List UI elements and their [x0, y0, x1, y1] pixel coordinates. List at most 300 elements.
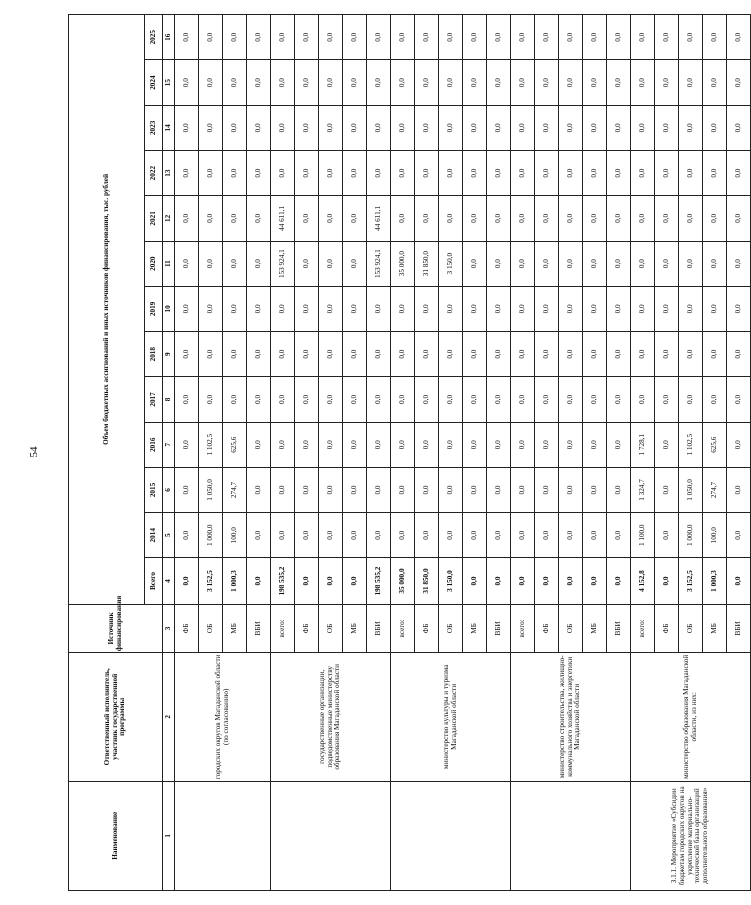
value-year: 0,0 [583, 467, 607, 512]
funding-source: ВБИ [727, 604, 751, 652]
header-year: 2017 [145, 377, 163, 422]
value-year: 0,0 [535, 15, 559, 60]
value-year: 0,0 [607, 60, 631, 105]
value-year: 0,0 [727, 422, 751, 467]
value-year: 0,0 [247, 422, 271, 467]
value-year: 0,0 [703, 60, 727, 105]
header-year: 2019 [145, 286, 163, 331]
value-year: 0,0 [583, 377, 607, 422]
value-year: 0,0 [223, 15, 247, 60]
value-year: 0,0 [271, 467, 295, 512]
value-year: 0,0 [319, 422, 343, 467]
funding-source: ВБИ [607, 604, 631, 652]
value-year: 0,0 [271, 150, 295, 195]
value-year: 0,0 [223, 196, 247, 241]
value-year: 0,0 [511, 15, 535, 60]
value-year: 0,0 [295, 15, 319, 60]
value-year: 0,0 [319, 286, 343, 331]
funding-source: ФБ [655, 604, 679, 652]
value-year: 0,0 [199, 377, 223, 422]
value-year: 0,0 [367, 422, 391, 467]
value-year: 0,0 [511, 513, 535, 558]
value-year: 0,0 [415, 150, 439, 195]
value-year: 0,0 [607, 422, 631, 467]
value-year: 0,0 [655, 332, 679, 377]
value-year: 0,0 [295, 196, 319, 241]
value-year: 0,0 [655, 286, 679, 331]
value-year: 0,0 [511, 105, 535, 150]
value-year: 0,0 [583, 241, 607, 286]
funding-source: всего: [391, 604, 415, 652]
value-total: 198 535,2 [367, 558, 391, 604]
value-year: 0,0 [199, 286, 223, 331]
value-year: 0,0 [631, 241, 655, 286]
value-year: 0,0 [175, 467, 199, 512]
value-year: 1 728,1 [631, 422, 655, 467]
column-index: 9 [163, 332, 175, 377]
responsible-executor: министерство культуры и туризма Магаданской области [391, 653, 511, 781]
table-row [175, 15, 199, 891]
value-year: 0,0 [463, 467, 487, 512]
value-year: 0,0 [655, 513, 679, 558]
value-year: 0,0 [271, 15, 295, 60]
value-year: 0,0 [487, 286, 511, 331]
value-year: 0,0 [295, 467, 319, 512]
value-year: 0,0 [655, 150, 679, 195]
value-year: 0,0 [391, 105, 415, 150]
header-year: Всего [145, 558, 163, 604]
value-year: 0,0 [199, 105, 223, 150]
value-year: 0,0 [511, 196, 535, 241]
value-year: 0,0 [559, 241, 583, 286]
value-year: 0,0 [415, 60, 439, 105]
funding-source: МБ [343, 604, 367, 652]
value-year: 0,0 [223, 286, 247, 331]
value-year: 0,0 [679, 15, 703, 60]
value-year: 0,0 [175, 332, 199, 377]
value-year: 0,0 [631, 377, 655, 422]
value-year: 0,0 [535, 196, 559, 241]
value-year: 0,0 [391, 332, 415, 377]
measure-name [175, 781, 271, 890]
value-year: 0,0 [535, 377, 559, 422]
value-year: 31 850,0 [415, 241, 439, 286]
value-year: 0,0 [343, 15, 367, 60]
value-year: 0,0 [415, 467, 439, 512]
value-total: 1 000,3 [703, 558, 727, 604]
value-year: 1 102,5 [679, 422, 703, 467]
column-index: 7 [163, 422, 175, 467]
value-year: 0,0 [703, 150, 727, 195]
value-year: 0,0 [415, 377, 439, 422]
value-year: 0,0 [679, 332, 703, 377]
value-year: 153 924,1 [367, 241, 391, 286]
value-year: 0,0 [727, 105, 751, 150]
value-year: 0,0 [271, 332, 295, 377]
value-year: 0,0 [727, 15, 751, 60]
value-year: 0,0 [727, 332, 751, 377]
column-index: 11 [163, 241, 175, 286]
value-year: 0,0 [535, 150, 559, 195]
value-year: 0,0 [583, 332, 607, 377]
header-year: 2014 [145, 513, 163, 558]
value-year: 0,0 [487, 196, 511, 241]
value-year: 0,0 [439, 513, 463, 558]
value-year: 0,0 [559, 150, 583, 195]
value-year: 0,0 [175, 241, 199, 286]
responsible-executor: городских округов Магаданской области (по согласованию) [175, 653, 271, 781]
value-total: 0,0 [655, 558, 679, 604]
value-year: 0,0 [727, 60, 751, 105]
value-year: 0,0 [295, 150, 319, 195]
value-year: 0,0 [559, 105, 583, 150]
value-year: 1 100,0 [631, 513, 655, 558]
value-year: 100,0 [703, 513, 727, 558]
value-year: 0,0 [439, 105, 463, 150]
value-year: 0,0 [655, 196, 679, 241]
value-year: 0,0 [247, 150, 271, 195]
value-year: 0,0 [559, 422, 583, 467]
value-year: 0,0 [655, 422, 679, 467]
value-year: 0,0 [175, 422, 199, 467]
value-total: 0,0 [487, 558, 511, 604]
value-total: 0,0 [295, 558, 319, 604]
value-year: 0,0 [439, 150, 463, 195]
value-year: 0,0 [247, 377, 271, 422]
value-total: 0,0 [319, 558, 343, 604]
funding-source: ОБ [319, 604, 343, 652]
value-year: 0,0 [319, 241, 343, 286]
funding-source: ФБ [175, 604, 199, 652]
value-year: 274,7 [223, 467, 247, 512]
value-year: 0,0 [583, 196, 607, 241]
column-index: 5 [163, 513, 175, 558]
column-index: 12 [163, 196, 175, 241]
value-year: 0,0 [223, 105, 247, 150]
value-year: 0,0 [607, 15, 631, 60]
value-year: 0,0 [175, 513, 199, 558]
table-row [271, 15, 295, 891]
value-year: 0,0 [511, 422, 535, 467]
value-year: 0,0 [727, 286, 751, 331]
value-year: 0,0 [343, 60, 367, 105]
value-year: 0,0 [319, 513, 343, 558]
value-year: 0,0 [391, 377, 415, 422]
value-total: 31 850,0 [415, 558, 439, 604]
value-year: 0,0 [463, 241, 487, 286]
table-row [511, 15, 535, 891]
value-year: 3 150,0 [439, 241, 463, 286]
value-year: 0,0 [487, 241, 511, 286]
value-year: 0,0 [463, 15, 487, 60]
value-year: 0,0 [367, 15, 391, 60]
value-year: 1 050,0 [679, 467, 703, 512]
value-year: 0,0 [631, 196, 655, 241]
value-year: 100,0 [223, 513, 247, 558]
value-year: 0,0 [343, 467, 367, 512]
value-year: 0,0 [535, 286, 559, 331]
value-year: 0,0 [655, 15, 679, 60]
measure-name [271, 781, 391, 890]
table-row [631, 15, 655, 891]
value-total: 3 152,5 [199, 558, 223, 604]
value-year: 0,0 [223, 241, 247, 286]
value-year: 0,0 [271, 377, 295, 422]
responsible-executor: министерство образования Магаданской области, из них: [631, 653, 751, 781]
value-year: 0,0 [583, 286, 607, 331]
value-year: 0,0 [319, 105, 343, 150]
value-year: 0,0 [511, 467, 535, 512]
page-number: 54 [28, 446, 40, 458]
value-year: 0,0 [679, 150, 703, 195]
value-year: 0,0 [631, 60, 655, 105]
value-year: 1 324,7 [631, 467, 655, 512]
value-year: 0,0 [703, 105, 727, 150]
value-year: 0,0 [487, 513, 511, 558]
funding-source: ОБ [559, 604, 583, 652]
column-index: 2 [163, 653, 175, 781]
value-year: 0,0 [583, 15, 607, 60]
value-year: 0,0 [295, 286, 319, 331]
value-year: 0,0 [367, 513, 391, 558]
value-year: 0,0 [343, 332, 367, 377]
value-year: 0,0 [415, 196, 439, 241]
column-index: 4 [163, 558, 175, 604]
value-year: 0,0 [367, 105, 391, 150]
value-year: 0,0 [343, 513, 367, 558]
funding-source: всего: [511, 604, 535, 652]
value-year: 0,0 [367, 60, 391, 105]
value-year: 0,0 [367, 377, 391, 422]
funding-source: МБ [463, 604, 487, 652]
value-year: 0,0 [319, 150, 343, 195]
value-year: 0,0 [703, 377, 727, 422]
value-year: 0,0 [391, 150, 415, 195]
value-year: 0,0 [487, 332, 511, 377]
value-year: 0,0 [487, 467, 511, 512]
value-year: 0,0 [199, 150, 223, 195]
header-year: 2022 [145, 150, 163, 195]
value-year: 0,0 [343, 377, 367, 422]
value-total: 35 000,0 [391, 558, 415, 604]
budget-table [68, 14, 751, 891]
value-year: 0,0 [439, 377, 463, 422]
value-year: 0,0 [319, 60, 343, 105]
value-year: 0,0 [463, 105, 487, 150]
value-year: 0,0 [559, 15, 583, 60]
value-year: 0,0 [679, 377, 703, 422]
funding-source: ОБ [439, 604, 463, 652]
funding-source: МБ [703, 604, 727, 652]
value-year: 1 000,0 [199, 513, 223, 558]
value-year: 0,0 [535, 513, 559, 558]
table-body [175, 15, 751, 891]
value-year: 1 000,0 [679, 513, 703, 558]
funding-source: ФБ [415, 604, 439, 652]
value-year: 0,0 [559, 332, 583, 377]
value-year: 0,0 [439, 196, 463, 241]
value-year: 0,0 [559, 513, 583, 558]
value-year: 0,0 [607, 377, 631, 422]
funding-source: МБ [583, 604, 607, 652]
value-year: 0,0 [295, 513, 319, 558]
value-year: 0,0 [631, 150, 655, 195]
value-year: 0,0 [607, 150, 631, 195]
value-year: 1 102,5 [199, 422, 223, 467]
value-year: 0,0 [391, 513, 415, 558]
value-year: 0,0 [727, 150, 751, 195]
value-year: 0,0 [391, 15, 415, 60]
value-year: 0,0 [175, 196, 199, 241]
value-year: 0,0 [559, 286, 583, 331]
rotated-table-container [68, 14, 742, 891]
funding-source: ОБ [679, 604, 703, 652]
value-total: 198 535,2 [271, 558, 295, 604]
value-year: 0,0 [631, 105, 655, 150]
value-year: 0,0 [535, 241, 559, 286]
measure-name [511, 781, 631, 890]
value-year: 0,0 [271, 513, 295, 558]
value-year: 274,7 [703, 467, 727, 512]
value-year: 0,0 [463, 377, 487, 422]
value-year: 0,0 [247, 513, 271, 558]
value-year: 0,0 [607, 286, 631, 331]
value-year: 0,0 [367, 150, 391, 195]
value-year: 0,0 [343, 241, 367, 286]
value-year: 0,0 [583, 105, 607, 150]
header-year: 2018 [145, 332, 163, 377]
value-year: 625,6 [703, 422, 727, 467]
header-year: 2016 [145, 422, 163, 467]
value-year: 0,0 [343, 150, 367, 195]
value-total: 0,0 [535, 558, 559, 604]
value-year: 0,0 [223, 377, 247, 422]
value-year: 0,0 [295, 241, 319, 286]
funding-source: всего: [271, 604, 295, 652]
value-year: 0,0 [559, 60, 583, 105]
value-total: 4 152,8 [631, 558, 655, 604]
value-year: 0,0 [535, 105, 559, 150]
value-year: 0,0 [679, 60, 703, 105]
value-year: 0,0 [511, 377, 535, 422]
value-year: 0,0 [607, 332, 631, 377]
value-year: 0,0 [391, 286, 415, 331]
value-year: 0,0 [223, 332, 247, 377]
value-year: 0,0 [583, 422, 607, 467]
value-year: 0,0 [511, 241, 535, 286]
value-year: 0,0 [175, 377, 199, 422]
value-year: 0,0 [175, 60, 199, 105]
value-year: 0,0 [631, 332, 655, 377]
value-year: 0,0 [247, 196, 271, 241]
header-name: Наименование [69, 781, 163, 890]
value-year: 0,0 [655, 377, 679, 422]
column-index: 1 [163, 781, 175, 890]
value-year: 0,0 [463, 332, 487, 377]
value-year: 0,0 [319, 15, 343, 60]
value-year: 0,0 [439, 467, 463, 512]
value-year: 0,0 [319, 196, 343, 241]
value-year: 0,0 [439, 286, 463, 331]
value-year: 0,0 [463, 513, 487, 558]
value-year: 0,0 [655, 467, 679, 512]
value-year: 0,0 [535, 332, 559, 377]
value-year: 0,0 [199, 332, 223, 377]
value-total: 0,0 [607, 558, 631, 604]
value-year: 625,6 [223, 422, 247, 467]
value-year: 0,0 [487, 422, 511, 467]
value-year: 0,0 [559, 467, 583, 512]
header-year: 2020 [145, 241, 163, 286]
value-total: 0,0 [583, 558, 607, 604]
value-year: 0,0 [439, 422, 463, 467]
funding-source: ВБИ [487, 604, 511, 652]
value-year: 44 611,1 [271, 196, 295, 241]
value-year: 0,0 [463, 150, 487, 195]
column-index: 10 [163, 286, 175, 331]
measure-name [391, 781, 511, 890]
column-index: 6 [163, 467, 175, 512]
value-year: 0,0 [631, 15, 655, 60]
value-total: 3 150,0 [439, 558, 463, 604]
header-year: 2023 [145, 105, 163, 150]
value-year: 0,0 [319, 332, 343, 377]
value-year: 0,0 [583, 513, 607, 558]
column-index: 15 [163, 60, 175, 105]
value-year: 0,0 [247, 60, 271, 105]
funding-source: ФБ [295, 604, 319, 652]
funding-source: ОБ [199, 604, 223, 652]
value-year: 0,0 [559, 377, 583, 422]
value-total: 3 152,5 [679, 558, 703, 604]
value-year: 0,0 [607, 513, 631, 558]
value-year: 0,0 [175, 105, 199, 150]
measure-name: 3.1.1. Мероприятие «Субсидии бюджетам городских округов на укрепление материально-технической базы организаций дополнительного образования» [631, 781, 751, 890]
value-year: 0,0 [199, 60, 223, 105]
value-year: 0,0 [559, 196, 583, 241]
header-year: 2025 [145, 15, 163, 60]
value-year: 0,0 [319, 467, 343, 512]
value-year: 0,0 [727, 513, 751, 558]
value-year: 44 611,1 [367, 196, 391, 241]
value-year: 0,0 [295, 332, 319, 377]
value-year: 0,0 [415, 105, 439, 150]
funding-source: ВБИ [247, 604, 271, 652]
value-year: 0,0 [511, 60, 535, 105]
header-source: Источник финансирования [69, 604, 163, 652]
value-year: 0,0 [487, 377, 511, 422]
value-year: 0,0 [631, 286, 655, 331]
funding-source: ФБ [535, 604, 559, 652]
value-year: 0,0 [295, 60, 319, 105]
value-year: 0,0 [607, 241, 631, 286]
value-year: 0,0 [463, 286, 487, 331]
header-year: 2021 [145, 196, 163, 241]
value-year: 0,0 [679, 105, 703, 150]
header-executor: Ответственный исполнитель, участник государственной программы [69, 653, 163, 781]
value-year: 0,0 [535, 467, 559, 512]
value-year: 0,0 [511, 286, 535, 331]
value-year: 0,0 [391, 196, 415, 241]
column-index: 16 [163, 15, 175, 60]
value-year: 0,0 [415, 15, 439, 60]
value-year: 0,0 [391, 467, 415, 512]
value-year: 0,0 [175, 150, 199, 195]
value-year: 0,0 [343, 286, 367, 331]
value-year: 0,0 [463, 196, 487, 241]
value-total: 0,0 [511, 558, 535, 604]
value-total: 0,0 [463, 558, 487, 604]
